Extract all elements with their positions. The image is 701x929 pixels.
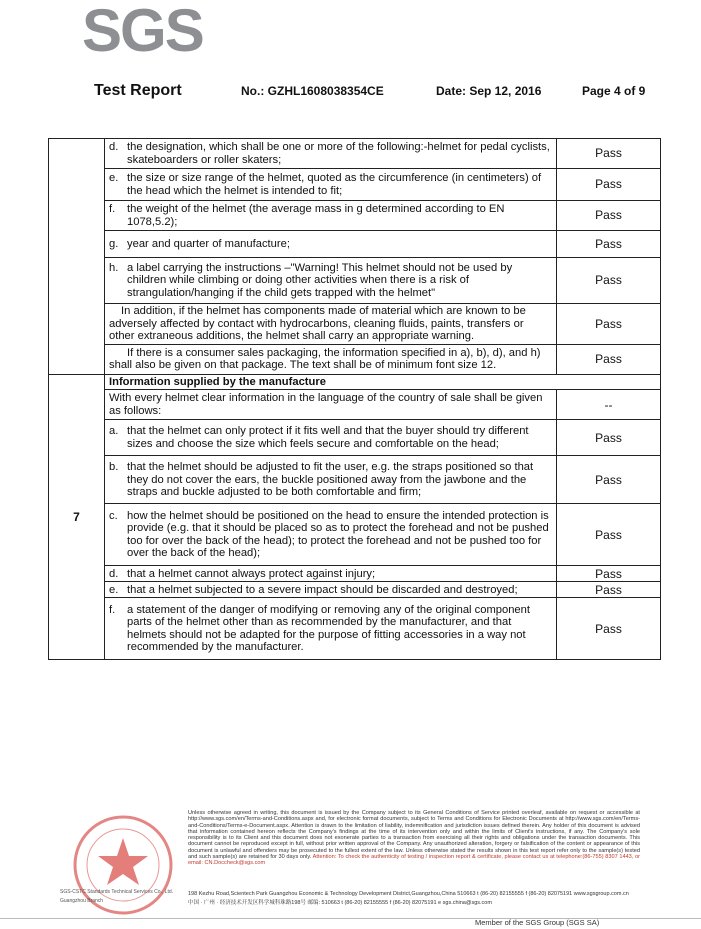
item-marker: f. — [109, 603, 116, 616]
result-cell: Pass — [557, 169, 661, 201]
address-chinese: 中国 · 广州 · 经济技术开发区科学城科珠路198号 邮编: 510663 t (86-20) 82155555 f (86-20) 82075191 e sgs.china@sgs.com — [188, 900, 492, 906]
item-marker: b. — [109, 460, 119, 473]
item-text: the weight of the helmet (the average mass in g determined according to EN 1078,5.2); — [127, 202, 505, 228]
result-cell: Pass — [557, 582, 661, 598]
paragraph-text: If there is a consumer sales packaging, the information specified in a), b), d), and h) shall also be given on that package. The text shall be of minimum font size 12. — [109, 346, 541, 372]
item-text: that a helmet subjected to a severe impact should be discarded and destroyed; — [127, 583, 518, 596]
intro-text: With every helmet clear information in the language of the country of sale shall be given as follows: — [105, 390, 557, 420]
item-text: that the helmet can only protect if it fits well and that the buyer should try different sizes and choose the size which feels secure and comfortable on the head; — [127, 425, 529, 450]
item-text: that the helmet should be adjusted to fit the user, e.g. the straps positioned so that they do not cover the ears, the buckle positioned away from the jawbone and the straps and buckle adjusted to be both comfortable and firm; — [127, 460, 534, 499]
item-marker: a. — [109, 425, 119, 438]
item-text: that a helmet cannot always protect against injury; — [127, 567, 376, 580]
table-row — [49, 344, 661, 374]
item-marker: e. — [109, 171, 119, 184]
disclaimer-text: Unless otherwise agreed in writing, this document is issued by the Company subject to its General Conditions of Service printed overleaf, available on request or accessible at http://www.sgs.com/en/Terms-and-Conditions.aspx and, for electronic format documents, subject to Terms and Conditions for Electronic Documents at http://www.sgs.com/en/Terms-and-Conditions/Terms-e-Document.aspx. Attention is drawn to the limitation of liability, indemnification and jurisdiction issues defined therein. Any holder of this document is advised that information contained hereon reflects the Company's findings at the time of its intervention only and within the limits of Client's instructions, if any. The Company's sole responsibility is to its Client and this document does not exonerate parties to a transaction from exercising all their rights and obligations under the transaction documents. This document cannot be reproduced except in full, without prior written approval of the Company. Any unauthorized alteration, forgery or falsification of the content or appearance of this document is unlawful and offenders may be prosecuted to the fullest extent of the law. Unless otherwise stated the results shown in this test report refer only to the sample(s) tested and such sample(s) are retained for 30 days only. — [188, 810, 640, 861]
attention-text: Attention: To check the authenticity of testing / inspection report & certificate, please contact us at telephone:(86-755) 8307 1443, or email: CN.Doccheck@sgs.com — [188, 854, 640, 867]
item-text: the designation, which shall be one or more of the following:-helmet for pedal cyclists, skateboarders or roller skaters; — [127, 140, 550, 166]
requirements-table — [48, 138, 661, 660]
result-cell: Pass — [557, 420, 661, 456]
footer-disclaimer — [188, 810, 640, 867]
table-row — [49, 258, 661, 304]
result-cell: Pass — [557, 139, 661, 169]
item-marker: h. — [109, 261, 119, 274]
clause-number-empty — [49, 139, 105, 375]
table-row — [49, 456, 661, 504]
result-cell: Pass — [557, 304, 661, 345]
item-marker: c. — [109, 509, 118, 522]
result-cell: Pass — [557, 456, 661, 504]
result-cell: Pass — [557, 504, 661, 566]
table-row — [49, 304, 661, 345]
result-cell: Pass — [557, 566, 661, 582]
seal-caption: SGS-CSTC Standards Technical Services Co., Ltd. Guangzhou Branch — [60, 889, 174, 904]
address-english: 198 Kezhu Road,Scientech Park Guangzhou Economic & Technology Development District,Guangzhou,China 510663 t (86-20) 82155555 f (86-20) 82075191 www.sgsgroup.com.cn — [188, 891, 629, 897]
sgs-logo: SGS — [82, 0, 203, 64]
item-text: how the helmet should be positioned on the head to ensure the intended protection is provide (e.g. that it should be placed so as to protect the forehead and not be pushed too for over the back of the head); to protect the forehead and not be pushed too for over the back of the head); — [127, 509, 549, 560]
footer-address — [188, 890, 648, 908]
result-cell: Pass — [557, 258, 661, 304]
member-statement: Member of the SGS Group (SGS SA) — [475, 918, 600, 927]
table-row — [49, 201, 661, 231]
table-row — [49, 582, 661, 598]
report-title: Test Report — [94, 82, 182, 99]
page-number: Page 4 of 9 — [582, 84, 646, 98]
clause-number: 7 — [49, 374, 105, 660]
report-date: Date: Sep 12, 2016 — [436, 84, 542, 98]
result-cell: Pass — [557, 231, 661, 258]
table-row — [49, 139, 661, 169]
table-row — [49, 169, 661, 201]
item-marker: e. — [109, 583, 119, 596]
result-cell: Pass — [557, 598, 661, 660]
result-cell: -- — [557, 390, 661, 420]
table-row — [49, 374, 661, 390]
item-text: year and quarter of manufacture; — [127, 237, 290, 250]
item-marker: g. — [109, 237, 119, 250]
result-cell: Pass — [557, 344, 661, 374]
table-row — [49, 231, 661, 258]
section-heading: Information supplied by the manufacture — [105, 374, 661, 390]
item-marker: d. — [109, 567, 119, 580]
item-marker: f. — [109, 202, 116, 215]
item-text: a statement of the danger of modifying or removing any of the original component parts of the helmet other than as recommended by the manufacturer, and that helmets should not be adapted for the purpose of fitting accessories in a way not recommended by the manufacturer. — [127, 603, 530, 654]
table-row — [49, 598, 661, 660]
result-cell: Pass — [557, 201, 661, 231]
report-number: No.: GZHL1608038354CE — [241, 84, 384, 98]
item-text: the size or size range of the helmet, quoted as the circumference (in centimeters) of the head which the helmet is intended to fit; — [127, 171, 542, 197]
table-row — [49, 420, 661, 456]
item-text: a label carrying the instructions –"Warning! This helmet should not be used by children while climbing or doing other activities when there is a risk of strangulation/hanging if the child gets trapped with the helmet" — [127, 261, 513, 299]
item-marker: d. — [109, 140, 119, 153]
table-row — [49, 566, 661, 582]
paragraph-text: In addition, if the helmet has components made of material which are known to be adversely affected by contact with hydrocarbons, cleaning fluids, paints, transfers or other extraneous additions, the helmet shall carry an appropriate warning. — [109, 305, 526, 343]
table-row — [49, 390, 661, 420]
table-row — [49, 504, 661, 566]
